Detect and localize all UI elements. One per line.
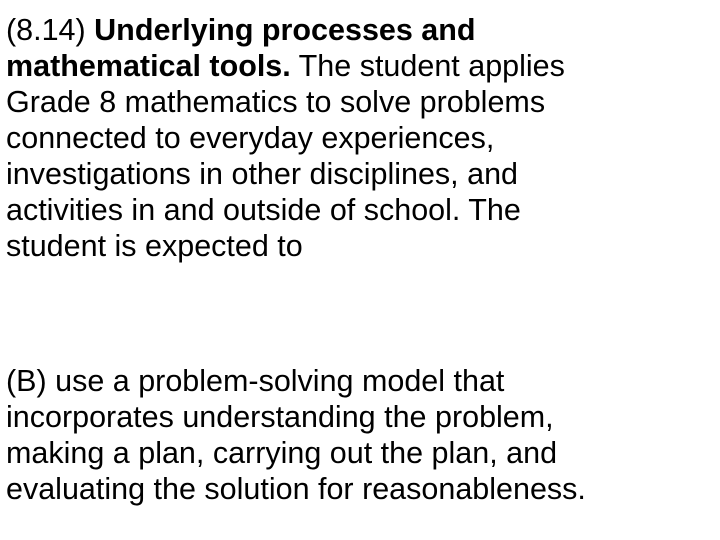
intro-line-7: student is expected to [6,229,303,263]
standard-b-line-1: (B) use a problem-solving model that [6,364,505,398]
standard-heading-part-1: Underlying processes and [94,13,476,47]
intro-line-3: Grade 8 mathematics to solve problems [6,85,546,119]
standard-b-paragraph [6,363,716,507]
intro-line-1 [6,12,716,48]
standard-b-line-4: evaluating the solution for reasonableness. [6,472,586,506]
standard-intro-paragraph [6,12,716,264]
intro-line-6: activities in and outside of school. The [6,193,521,227]
standard-heading-part-2: mathematical tools. [6,49,291,83]
standard-number: (8.14) [6,13,95,47]
intro-text-2: The student applies [290,49,565,83]
intro-line-5: investigations in other disciplines, and [6,157,519,191]
intro-line-4: connected to everyday experiences, [6,121,495,155]
standard-b-line-3: making a plan, carrying out the plan, and [6,436,558,470]
intro-line-2 [6,48,716,84]
standard-b-line-2: incorporates understanding the problem, [6,400,554,434]
